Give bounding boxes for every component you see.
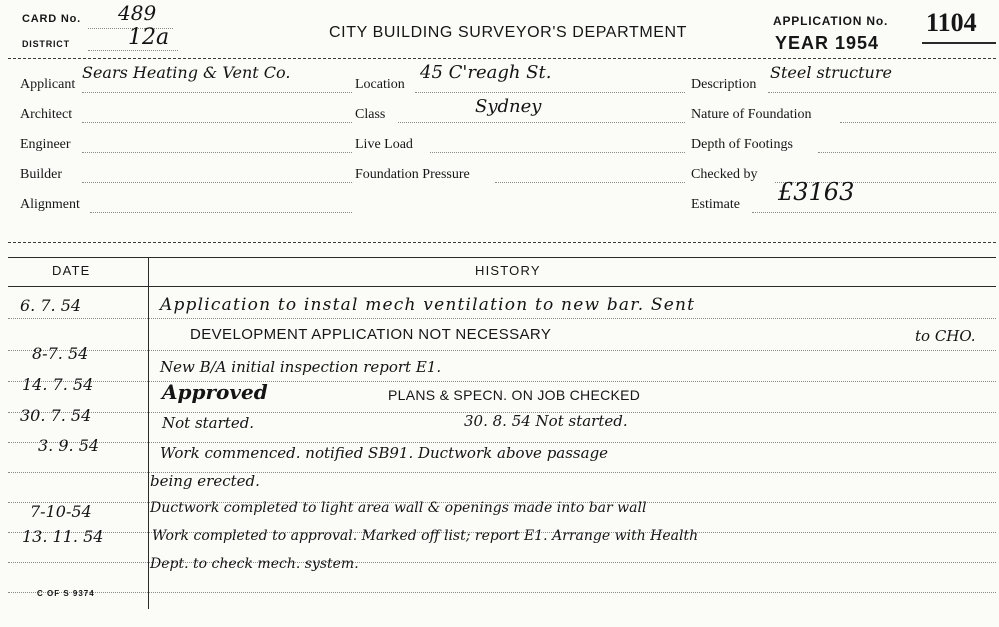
- district-value: 12a: [128, 25, 170, 50]
- history-entry: Approved: [162, 380, 268, 404]
- date-entry: 7-10-54: [30, 502, 92, 521]
- history-entry: Work commenced. notified SB91. Ductwork above passage: [160, 444, 609, 462]
- history-column-header: HISTORY: [475, 263, 541, 278]
- year-label: YEAR 1954: [775, 33, 880, 53]
- history-entry: to CHO.: [915, 327, 976, 345]
- depth-of-footings-label: Depth of Footings: [691, 137, 793, 152]
- history-entry: Ductwork completed to light area wall & openings made into bar wall: [150, 500, 647, 516]
- live-load-label: Live Load: [355, 137, 413, 152]
- date-column-header: DATE: [52, 263, 91, 278]
- location-value: 45 C'reagh St.: [420, 62, 552, 83]
- class-label: Class: [355, 107, 386, 122]
- checked-by-label: Checked by: [691, 167, 758, 182]
- location-label: Location: [355, 77, 405, 92]
- date-entry: 6. 7. 54: [20, 296, 82, 315]
- date-entry: 30. 7. 54: [20, 406, 92, 425]
- estimate-label: Estimate: [691, 197, 740, 212]
- date-entry: 14. 7. 54: [22, 375, 94, 394]
- applicant-value: Sears Heating & Vent Co.: [82, 63, 291, 82]
- applicant-label: Applicant: [20, 77, 76, 92]
- foundation-pressure-label: Foundation Pressure: [355, 167, 470, 182]
- alignment-label: Alignment: [20, 197, 80, 212]
- application-no-value: 1104: [926, 8, 977, 37]
- district-label: DISTRICT: [22, 39, 70, 49]
- stamp-plans-checked: PLANS & SPECN. ON JOB CHECKED: [388, 387, 641, 403]
- card-no-value: 489: [118, 1, 157, 25]
- history-entry: 30. 8. 54 Not started.: [464, 412, 628, 430]
- stamp-development-not-necessary: DEVELOPMENT APPLICATION NOT NECESSARY: [190, 326, 552, 343]
- date-entry: 13. 11. 54: [22, 527, 104, 546]
- nature-of-foundation-label: Nature of Foundation: [691, 107, 812, 122]
- application-no-label: APPLICATION No.: [773, 14, 889, 28]
- date-entry: 8-7. 54: [32, 344, 89, 363]
- history-entry: Application to instal mech ventilation to new bar. Sent: [160, 295, 696, 315]
- description-label: Description: [691, 77, 757, 92]
- history-entry: being erected.: [150, 472, 260, 490]
- date-entry: 3. 9. 54: [38, 436, 100, 455]
- card-no-label: CARD No.: [22, 13, 81, 25]
- department-title: CITY BUILDING SURVEYOR'S DEPARTMENT: [329, 24, 688, 41]
- description-value: Steel structure: [770, 63, 892, 82]
- history-entry: New B/A initial inspection report E1.: [160, 358, 442, 376]
- history-entry: Work completed to approval. Marked off list; report E1. Arrange with Health: [152, 528, 699, 544]
- history-entry: Dept. to check mech. system.: [150, 556, 359, 572]
- builder-label: Builder: [20, 167, 62, 182]
- estimate-value: £3163: [778, 178, 855, 206]
- history-entry: Not started.: [162, 414, 255, 432]
- location-value-sydney: Sydney: [475, 96, 542, 117]
- engineer-label: Engineer: [20, 137, 71, 152]
- form-code: C OF S 9374: [37, 589, 95, 598]
- architect-label: Architect: [20, 107, 73, 122]
